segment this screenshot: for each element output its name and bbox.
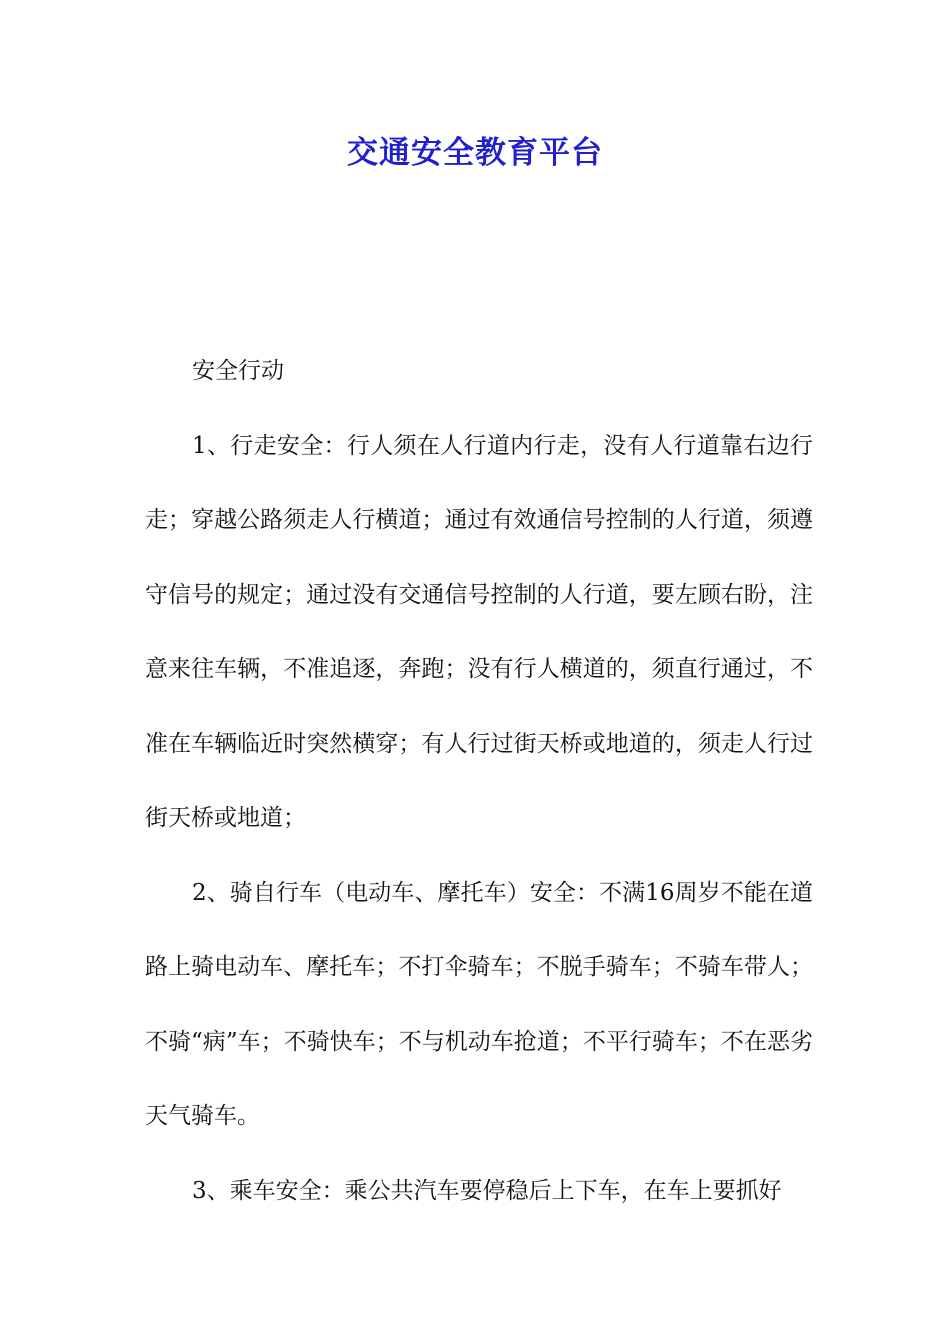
document-body	[145, 334, 813, 1228]
section-heading: 安全行动	[192, 358, 284, 384]
document-title: 交通安全教育平台	[347, 135, 603, 171]
paragraph-walking-safety: 1、行走安全：行人须在人行道内行走，没有人行道靠右边行走；穿越公路须走人行横道；通过有效通信号控制的人行道，须遵守信号的规定；通过没有交通信号控制的人行道，要左顾右盼，注意来往车辆，不准追逐，奔跑；没有行人横道的，须直行通过，不准在车辆临近时突然横穿；有人行过街天桥或地道的，须走人行过街天桥或地道；	[145, 432, 813, 831]
paragraph-cycling-safety: 2、骑自行车（电动车、摩托车）安全：不满16周岁不能在道路上骑电动车、摩托车；不打伞骑车；不脱手骑车；不骑车带人；不骑“病”车；不骑快车；不与机动车抢道；不平行骑车；不在恶劣天气骑车。	[145, 879, 813, 1129]
paragraph-riding-safety: 3、乘车安全：乘公共汽车要停稳后上下车，在车上要抓好	[192, 1177, 782, 1204]
